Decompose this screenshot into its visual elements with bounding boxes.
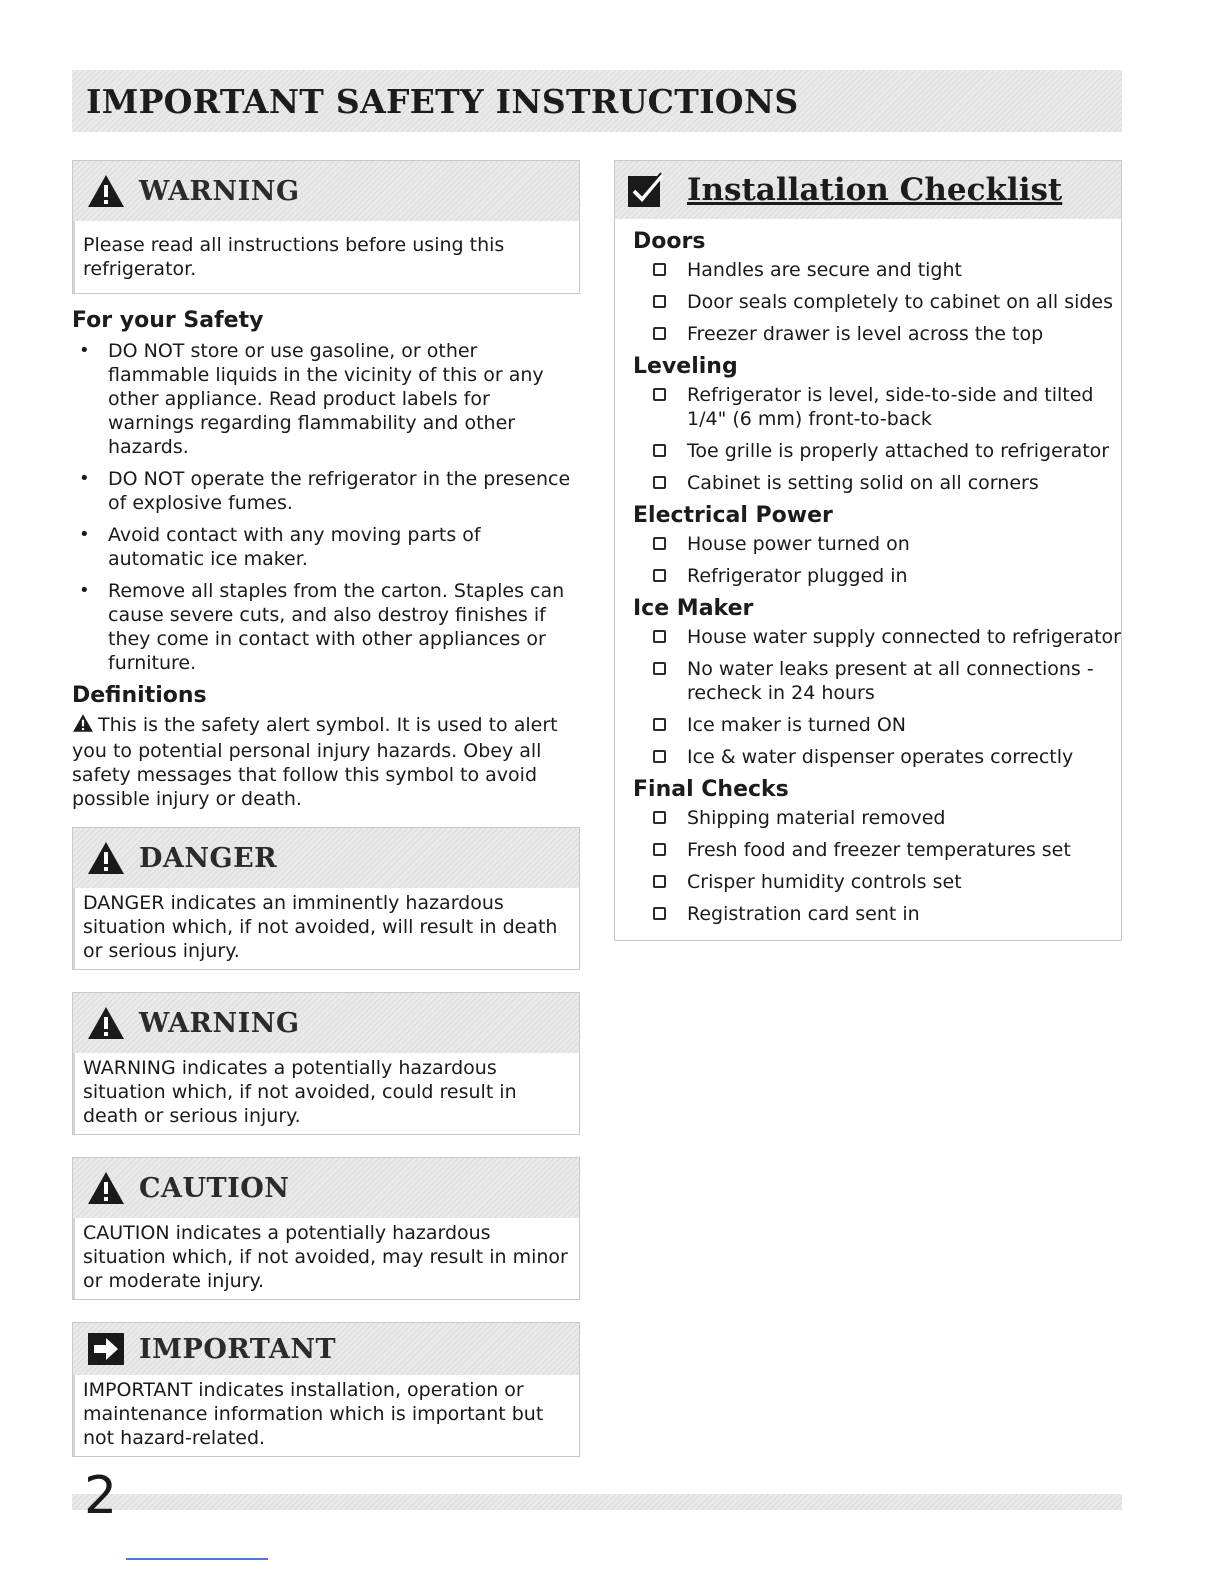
checkbox[interactable] [653, 569, 666, 582]
checkbox[interactable] [653, 630, 666, 643]
checklist-group-heading: Leveling [633, 354, 738, 379]
checklist-item[interactable] [633, 838, 1121, 862]
checklist-group-heading: Final Checks [633, 777, 789, 802]
checklist-item-label: Freezer drawer is level across the top [687, 323, 1044, 345]
caution-label: CAUTION [139, 1172, 290, 1204]
checklist-item-label: Shipping material removed [687, 807, 946, 829]
checklist-item[interactable] [633, 870, 1121, 894]
checklist-item-label: Refrigerator is level, side-to-side and tilted 1/4" (6 mm) front-to-back [687, 384, 1094, 430]
warning-triangle-icon [83, 1003, 129, 1043]
checkbox[interactable] [653, 263, 666, 276]
footer-divider [126, 1558, 268, 1560]
warning-intro-box [72, 160, 580, 294]
warning-box [72, 992, 580, 1135]
checklist-item-label: Door seals completely to cabinet on all sides [687, 291, 1114, 313]
left-column [72, 160, 580, 1457]
definitions-text: This is the safety alert symbol. It is used to alert you to potential personal injury hazards. Obey all safety messages that follow this symbol to avoid possible injury or death. [72, 714, 558, 810]
checklist-item-label: No water leaks present at all connections - recheck in 24 hours [687, 658, 1094, 704]
safety-section [72, 308, 580, 675]
checklist-group-doors [633, 229, 1121, 346]
checklist-item[interactable] [633, 439, 1121, 463]
right-column [614, 160, 1122, 941]
page-number: 2 [84, 1466, 118, 1526]
important-box [72, 1322, 580, 1457]
checkbox[interactable] [653, 537, 666, 550]
footer-bar [72, 1494, 1122, 1510]
definitions-heading: Definitions [72, 683, 207, 708]
checklist-item[interactable] [633, 625, 1121, 649]
warning-intro-header [73, 161, 579, 221]
safety-alert-symbol-icon [72, 713, 94, 739]
checklist-item-label: Ice maker is turned ON [687, 714, 906, 736]
safety-item: • Remove all staples from the carton. Staples can cause severe cuts, and also destroy finishes if they come in contact with other appliances or furniture. [72, 579, 580, 675]
checklist-item-label: Handles are secure and tight [687, 259, 962, 281]
caution-box [72, 1157, 580, 1300]
checklist-item-label: House water supply connected to refrigerator [687, 626, 1121, 648]
arrow-right-icon [83, 1329, 129, 1369]
checklist-header [615, 161, 1121, 219]
checklist-item[interactable] [633, 713, 1121, 737]
checklist-item[interactable] [633, 532, 1121, 556]
checklist-item[interactable] [633, 806, 1121, 830]
page-title [72, 70, 1122, 132]
checklist-item[interactable] [633, 745, 1121, 769]
checklist-item[interactable] [633, 383, 1121, 431]
warning-intro-label: WARNING [139, 175, 300, 207]
checklist-item[interactable] [633, 564, 1121, 588]
warning-header [73, 993, 579, 1053]
page-title-text: IMPORTANT SAFETY INSTRUCTIONS [86, 81, 799, 121]
safety-item: • DO NOT store or use gasoline, or other flammable liquids in the vicinity of this or any other appliance. Read product labels for warnings regarding flammability and other hazards. [72, 339, 580, 459]
definitions-paragraph [72, 713, 580, 811]
checklist-item[interactable] [633, 322, 1121, 346]
checklist-group-ice-maker [633, 596, 1121, 769]
checkbox[interactable] [653, 843, 666, 856]
checklist-title: Installation Checklist [687, 172, 1063, 208]
checklist-item-label: House power turned on [687, 533, 910, 555]
danger-text: DANGER indicates an imminently hazardous situation which, if not avoided, will result in death or serious injury. [73, 888, 579, 969]
warning-triangle-icon [83, 1168, 129, 1208]
safety-item: • Avoid contact with any moving parts of automatic ice maker. [72, 523, 580, 571]
checkbox[interactable] [653, 718, 666, 731]
checkbox[interactable] [653, 444, 666, 457]
warning-label: WARNING [139, 1007, 300, 1039]
checkbox[interactable] [653, 907, 666, 920]
safety-list [72, 339, 580, 675]
checklist-item-label: Registration card sent in [687, 903, 920, 925]
checkbox[interactable] [653, 811, 666, 824]
warning-triangle-icon [83, 838, 129, 878]
checklist-group-heading: Electrical Power [633, 503, 833, 528]
danger-header [73, 828, 579, 888]
warning-triangle-icon [83, 171, 129, 211]
checklist-item[interactable] [633, 290, 1121, 314]
checklist-group-heading: Ice Maker [633, 596, 754, 621]
safety-item: • DO NOT operate the refrigerator in the presence of explosive fumes. [72, 467, 580, 515]
checklist-item-label: Ice & water dispenser operates correctly [687, 746, 1074, 768]
checkbox[interactable] [653, 875, 666, 888]
caution-text: CAUTION indicates a potentially hazardous situation which, if not avoided, may result in minor or moderate injury. [73, 1218, 579, 1299]
checklist-group-electrical [633, 503, 1121, 588]
checklist-item[interactable] [633, 258, 1121, 282]
checkbox[interactable] [653, 327, 666, 340]
warning-intro-text: Please read all instructions before using this refrigerator. [73, 221, 579, 293]
checklist-item[interactable] [633, 471, 1121, 495]
checklist-group-heading: Doors [633, 229, 706, 254]
checkbox[interactable] [653, 295, 666, 308]
important-text: IMPORTANT indicates installation, operation or maintenance information which is important but not hazard-related. [73, 1375, 579, 1456]
checklist-group-leveling [633, 354, 1121, 495]
checklist-item-label: Toe grille is properly attached to refrigerator [687, 440, 1110, 462]
checkbox[interactable] [653, 750, 666, 763]
important-label: IMPORTANT [139, 1333, 337, 1365]
danger-box [72, 827, 580, 970]
safety-heading: For your Safety [72, 308, 264, 333]
checkbox[interactable] [653, 662, 666, 675]
important-header [73, 1323, 579, 1375]
checklist-item[interactable] [633, 902, 1121, 926]
checklist-item[interactable] [633, 657, 1121, 705]
caution-header [73, 1158, 579, 1218]
warning-text: WARNING indicates a potentially hazardous situation which, if not avoided, could result in death or serious injury. [73, 1053, 579, 1134]
checklist-item-label: Fresh food and freezer temperatures set [687, 839, 1071, 861]
checkbox-checked-icon [627, 172, 665, 208]
checklist-item-label: Refrigerator plugged in [687, 565, 908, 587]
checklist-group-final [633, 777, 1121, 926]
danger-label: DANGER [139, 842, 278, 874]
installation-checklist [614, 160, 1122, 941]
checkbox[interactable] [653, 476, 666, 489]
checklist-item-label: Cabinet is setting solid on all corners [687, 472, 1039, 494]
checklist-item-label: Crisper humidity controls set [687, 871, 962, 893]
checkbox[interactable] [653, 388, 666, 401]
definitions-section [72, 683, 580, 811]
checklist-body [615, 219, 1121, 940]
